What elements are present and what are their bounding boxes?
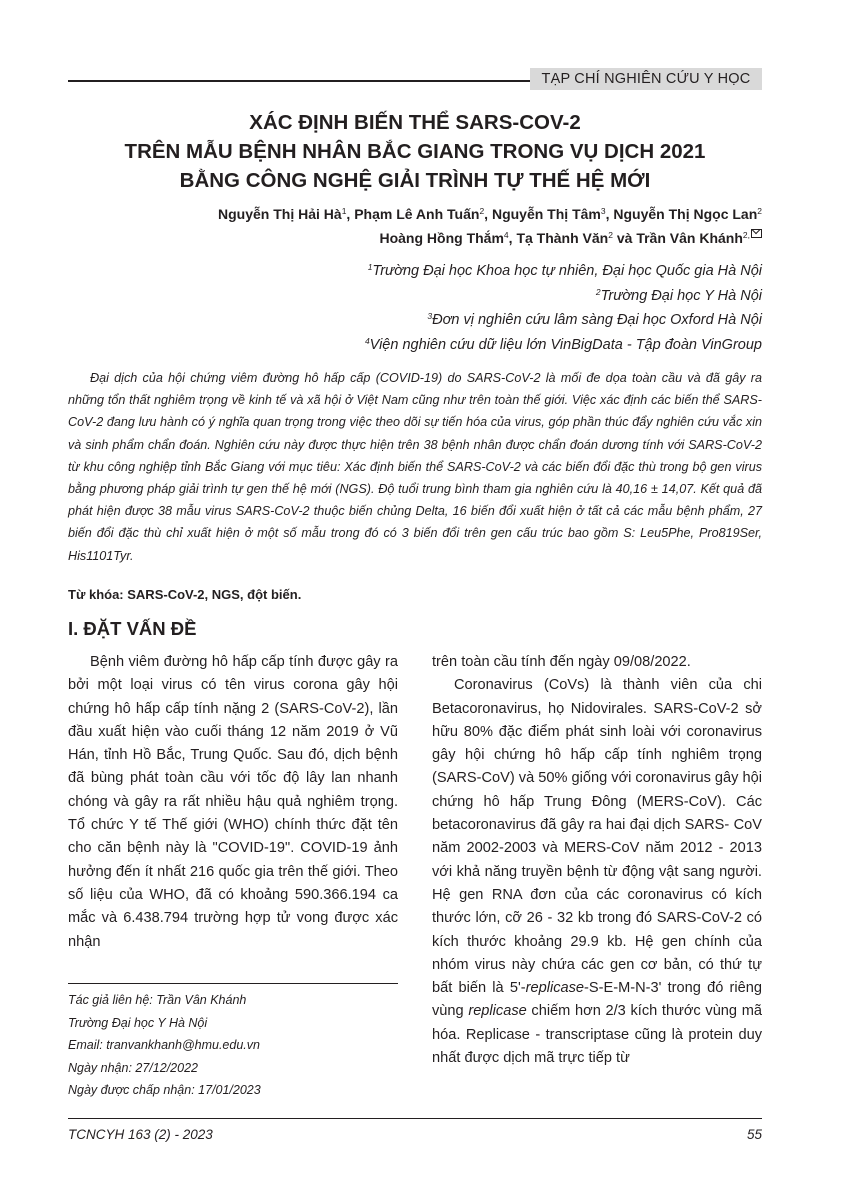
- author-affil-num: 1: [341, 206, 347, 216]
- body-paragraph-continuation: trên toàn cầu tính đến ngày 09/08/2022.: [432, 654, 691, 670]
- author-affil-num: 2: [757, 206, 762, 216]
- author-line-1: [62, 202, 762, 226]
- author-affil-num: 2: [479, 206, 485, 216]
- article-title: [68, 108, 762, 195]
- affiliation-num: 4: [364, 335, 370, 346]
- author-name: Phạm Lê Anh Tuấn: [354, 206, 480, 222]
- body-column-left: [68, 651, 398, 954]
- affiliation-list: [62, 259, 762, 357]
- text-run: Coronavirus (CoVs) là thành viên của chi Betacoronavirus, họ Nidovirales. SARS-CoV-2 sở hữu 80% đặc điểm phát sinh loài với coronavirus gây hội chứng hô hấp cấp tính nghiêm trọng (SARS-CoV) và 50% giống với coronavirus gây hội chứng hô hấp Trung Đông (MERS-CoV). Các betacoronavirus đã gây ra hai đại dịch SARS- CoV năm 2002-2003 và MERS-CoV năm 2012 - 2013 với khả năng truyền bệnh từ động vật sang người. Hệ gen RNA đơn của các coronavirus có kích thước lớn, cỡ 26 - 32 kb trong đó SARS-CoV-2 có kích thước khoảng 29.9 kb. Hệ gen chính của nhóm virus này chứa các gen cơ bản, có thứ tự bất biến là 5'-: [432, 677, 762, 997]
- author-affil-num: 4: [503, 230, 509, 240]
- journal-issue: TCNCYH 163 (2) - 2023: [68, 1127, 213, 1142]
- keywords: Từ khóa: SARS-CoV-2, NGS, đột biến.: [68, 587, 302, 602]
- affiliation-num: 3: [427, 311, 433, 321]
- date-accepted: Ngày được chấp nhận: 17/01/2023: [68, 1083, 261, 1097]
- affiliation-3: [62, 308, 762, 333]
- author-affil-num: 2: [608, 230, 613, 240]
- affiliation-1: [62, 259, 762, 284]
- body-paragraph: Bệnh viêm đường hô hấp cấp tính được gây ra bởi một loại virus có tên virus corona gây hội chứng hô hấp cấp tính nặng 2 (SARS-CoV-2), lần đầu xuất hiện vào cuối tháng 12 năm 2019 ở Vũ Hán, tỉnh Hồ Bắc, Trung Quốc. Sau đó, dịch bệnh đã bùng phát toàn cầu với tốc độ lây lan nhanh chóng và gây ra rất nhiều hậu quả nghiêm trọng. Tổ chức Y tế Thế giới (WHO) chính thức đặt tên cho căn bệnh này là "COVID-19". COVID-19 ảnh hưởng đến ít nhất 216 quốc gia trên thế giới. Theo số liệu của WHO, đã có khoảng 590.366.194 ca mắc và 6.438.794 trường hợp tử vong được xác nhận: [68, 654, 398, 950]
- title-line-3: BẰNG CÔNG NGHỆ GIẢI TRÌNH TỰ THẾ HỆ MỚI: [179, 169, 651, 192]
- footer-rule: [68, 1118, 762, 1119]
- header-rule: [68, 80, 530, 82]
- abstract: Đại dịch của hội chứng viêm đường hô hấp cấp (COVID-19) do SARS-CoV-2 là mối đe dọa toàn cầu và đã gây ra những tổn thất nghiêm trọng về kinh tế và xã hội ở Việt Nam cũng như trên toàn thế giới. Việc xác định các biến thể SARS-CoV-2 đang lưu hành có ý nghĩa quan trọng trong việc theo dõi sự tiến hóa của virus, góp phần thúc đẩy nghiên cứu vắc xin và sinh phẩm chẩn đoán. Nghiên cứu này được thực hiện trên 38 bệnh nhân được chẩn đoán dương tính với SARS-CoV-2 từ khu công nghiệp tỉnh Bắc Giang với mục tiêu: Xác định biến thể SARS-CoV-2 và các biến đổi đặc thù trong bộ gen virus bằng phương pháp giải trình tự gen thế hệ mới (NGS). Độ tuổi trung bình tham gia nghiên cứu là 40,16 ± 14,07. Kết quả đã phát hiện được 38 mẫu virus SARS-CoV-2 thuộc biến chủng Delta, 16 biến đổi xuất hiện ở tất cả các mẫu bệnh phẩm, 27 biến đổi đặc thù chỉ xuất hiện ở một số mẫu trong đó có 3 biến đổi trên gen cấu trúc bao gồm S: Leu5Phe, Pro819Ser, His1101Tyr.: [68, 371, 762, 563]
- affiliation-num: 1: [367, 262, 373, 272]
- footnote-rule: [68, 983, 398, 984]
- section-heading: I. ĐẶT VẤN ĐỀ: [68, 618, 197, 639]
- separator: ,: [346, 206, 355, 222]
- affiliation-num: 2: [595, 286, 601, 297]
- author-name: Nguyễn Thị Hải Hà: [218, 206, 342, 222]
- affiliation-text: Viện nghiên cứu dữ liệu lớn VinBigData - Tập đoàn VinGroup: [369, 336, 762, 353]
- italic-term: replicase: [525, 980, 585, 997]
- body-column-right: [432, 651, 762, 1070]
- correspondence-footnote: [68, 989, 398, 1102]
- mail-icon: [751, 229, 762, 238]
- corresponding-institution: Trường Đại học Y Hà Nội: [68, 1015, 208, 1030]
- author-name: Tạ Thành Văn: [516, 230, 609, 246]
- italic-term: replicase: [468, 1003, 527, 1020]
- page-number: 55: [746, 1127, 762, 1142]
- title-line-2: TRÊN MẪU BỆNH NHÂN BẮC GIANG TRONG VỤ DỊCH 2021: [124, 140, 706, 163]
- corresponding-email: Email: tranvankhanh@hmu.edu.vn: [68, 1038, 260, 1052]
- author-affil-num: 2,: [742, 230, 750, 240]
- separator: ,: [508, 230, 517, 246]
- title-line-1: XÁC ĐỊNH BIẾN THỂ SARS-COV-2: [249, 111, 581, 134]
- affiliation-text: Trường Đại học Khoa học tự nhiên, Đại học Quốc gia Hà Nội: [372, 263, 762, 279]
- affiliation-text: Đơn vị nghiên cứu lâm sàng Đại học Oxford Hà Nội: [432, 312, 762, 328]
- affiliation-4: [62, 333, 762, 358]
- author-name: Hoàng Hồng Thắm: [379, 230, 504, 246]
- date-received: Ngày nhận: 27/12/2022: [68, 1060, 198, 1075]
- affiliation-2: [62, 284, 762, 309]
- separator: ,: [605, 206, 614, 222]
- author-name: Nguyễn Thị Tâm: [491, 206, 601, 222]
- body-paragraph: [432, 674, 762, 1070]
- journal-name: TẠP CHÍ NGHIÊN CỨU Y HỌC: [530, 68, 762, 90]
- text-run: chiếm hơn 2/3 kích thước vùng mã hóa. Replicase - transcriptase cũng là protein duy nhất được dịch mã trực tiếp từ: [432, 1003, 762, 1067]
- author-list: [62, 202, 762, 250]
- author-affil-num: 3: [600, 206, 606, 216]
- author-name: Nguyễn Thị Ngọc Lan: [613, 206, 758, 222]
- corresponding-author: Tác giả liên hệ: Trần Vân Khánh: [68, 993, 247, 1007]
- author-line-2: [62, 226, 762, 250]
- separator: và: [612, 230, 637, 246]
- separator: ,: [484, 206, 492, 222]
- text-run: -S-E-M-N-3' trong đó riêng vùng: [432, 980, 762, 1020]
- affiliation-text: Trường Đại học Y Hà Nội: [600, 287, 762, 304]
- corresponding-author-name: Trần Vân Khánh: [636, 230, 743, 246]
